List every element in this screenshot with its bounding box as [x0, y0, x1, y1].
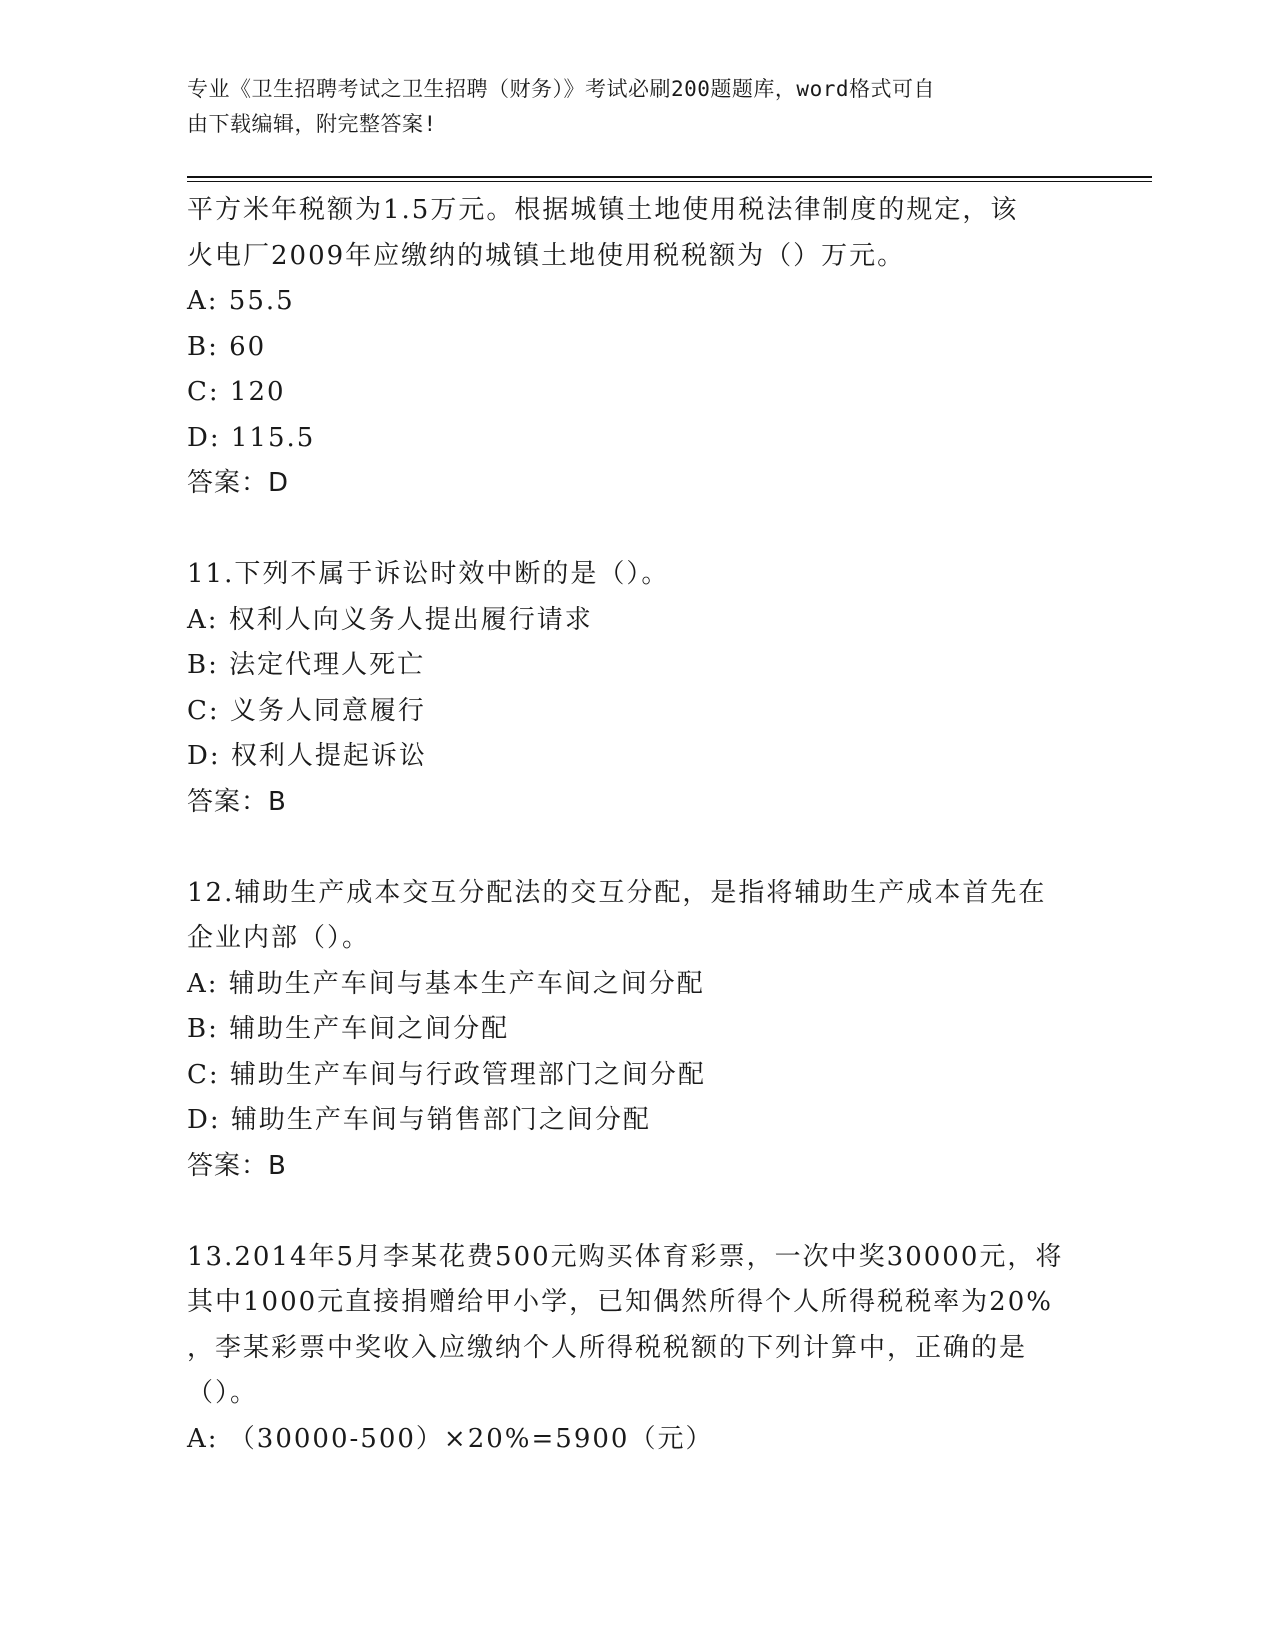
option-b: B: 法定代理人死亡: [187, 650, 426, 680]
question-11: [187, 552, 1087, 825]
question-13: [187, 1235, 1087, 1463]
option-d: D: 115.5: [187, 422, 316, 453]
option-d: D: 权利人提起诉讼: [187, 741, 427, 771]
question-stem-line: 火电厂2009年应缴纳的城镇土地使用税税额为（）万元。: [187, 240, 906, 271]
question-stem-line: 平方米年税额为1.5万元。根据城镇土地使用税法律制度的规定，该: [187, 195, 1019, 225]
question-stem-line: 企业内部（）。: [187, 923, 371, 953]
answer-line: 答案：B: [187, 786, 287, 817]
question-stem-line: 13.2014年5月李某花费500元购买体育彩票，一次中奖30000元，将: [187, 1241, 1064, 1272]
document-body: [187, 188, 1087, 1462]
header-line-2: 由下载编辑，附完整答案!: [187, 112, 437, 136]
question-stem-line: 11.下列不属于诉讼时效中断的是（）。: [187, 559, 670, 589]
question-stem-line: ，李某彩票中奖收入应缴纳个人所得税税额的下列计算中，正确的是: [187, 1332, 1028, 1363]
answer-line: 答案：B: [187, 1150, 287, 1181]
option-a: A: 辅助生产车间与基本生产车间之间分配: [187, 968, 705, 999]
spacer: [187, 825, 1087, 871]
option-b: B: 60: [187, 331, 267, 362]
option-c: C: 义务人同意履行: [187, 695, 426, 726]
document-header: [187, 72, 1087, 142]
question-stem-line: 其中1000元直接捐赠给甲小学，已知偶然所得个人所得税税率为20%: [187, 1287, 1053, 1317]
option-a: A: 55.5: [187, 286, 295, 316]
option-c: C: 辅助生产车间与行政管理部门之间分配: [187, 1059, 706, 1090]
question-stem-line: 12.辅助生产成本交互分配法的交互分配，是指将辅助生产成本首先在: [187, 877, 1047, 908]
spacer: [187, 1189, 1087, 1235]
option-d: D: 辅助生产车间与销售部门之间分配: [187, 1105, 651, 1135]
question-stem-line: （）。: [187, 1378, 259, 1408]
question-continued: [187, 188, 1087, 507]
spacer: [187, 507, 1087, 553]
answer-line: 答案：D: [187, 468, 290, 498]
option-a: A: （30000-500）×20%=5900（元）: [187, 1423, 714, 1454]
question-12: [187, 871, 1087, 1190]
option-c: C: 120: [187, 377, 286, 407]
header-line-1: 专业《卫生招聘考试之卫生招聘（财务）》考试必刷200题题库，word格式可自: [187, 77, 935, 101]
option-a: A: 权利人向义务人提出履行请求: [187, 604, 593, 635]
option-b: B: 辅助生产车间之间分配: [187, 1014, 510, 1044]
header-double-rule: [187, 176, 1152, 182]
